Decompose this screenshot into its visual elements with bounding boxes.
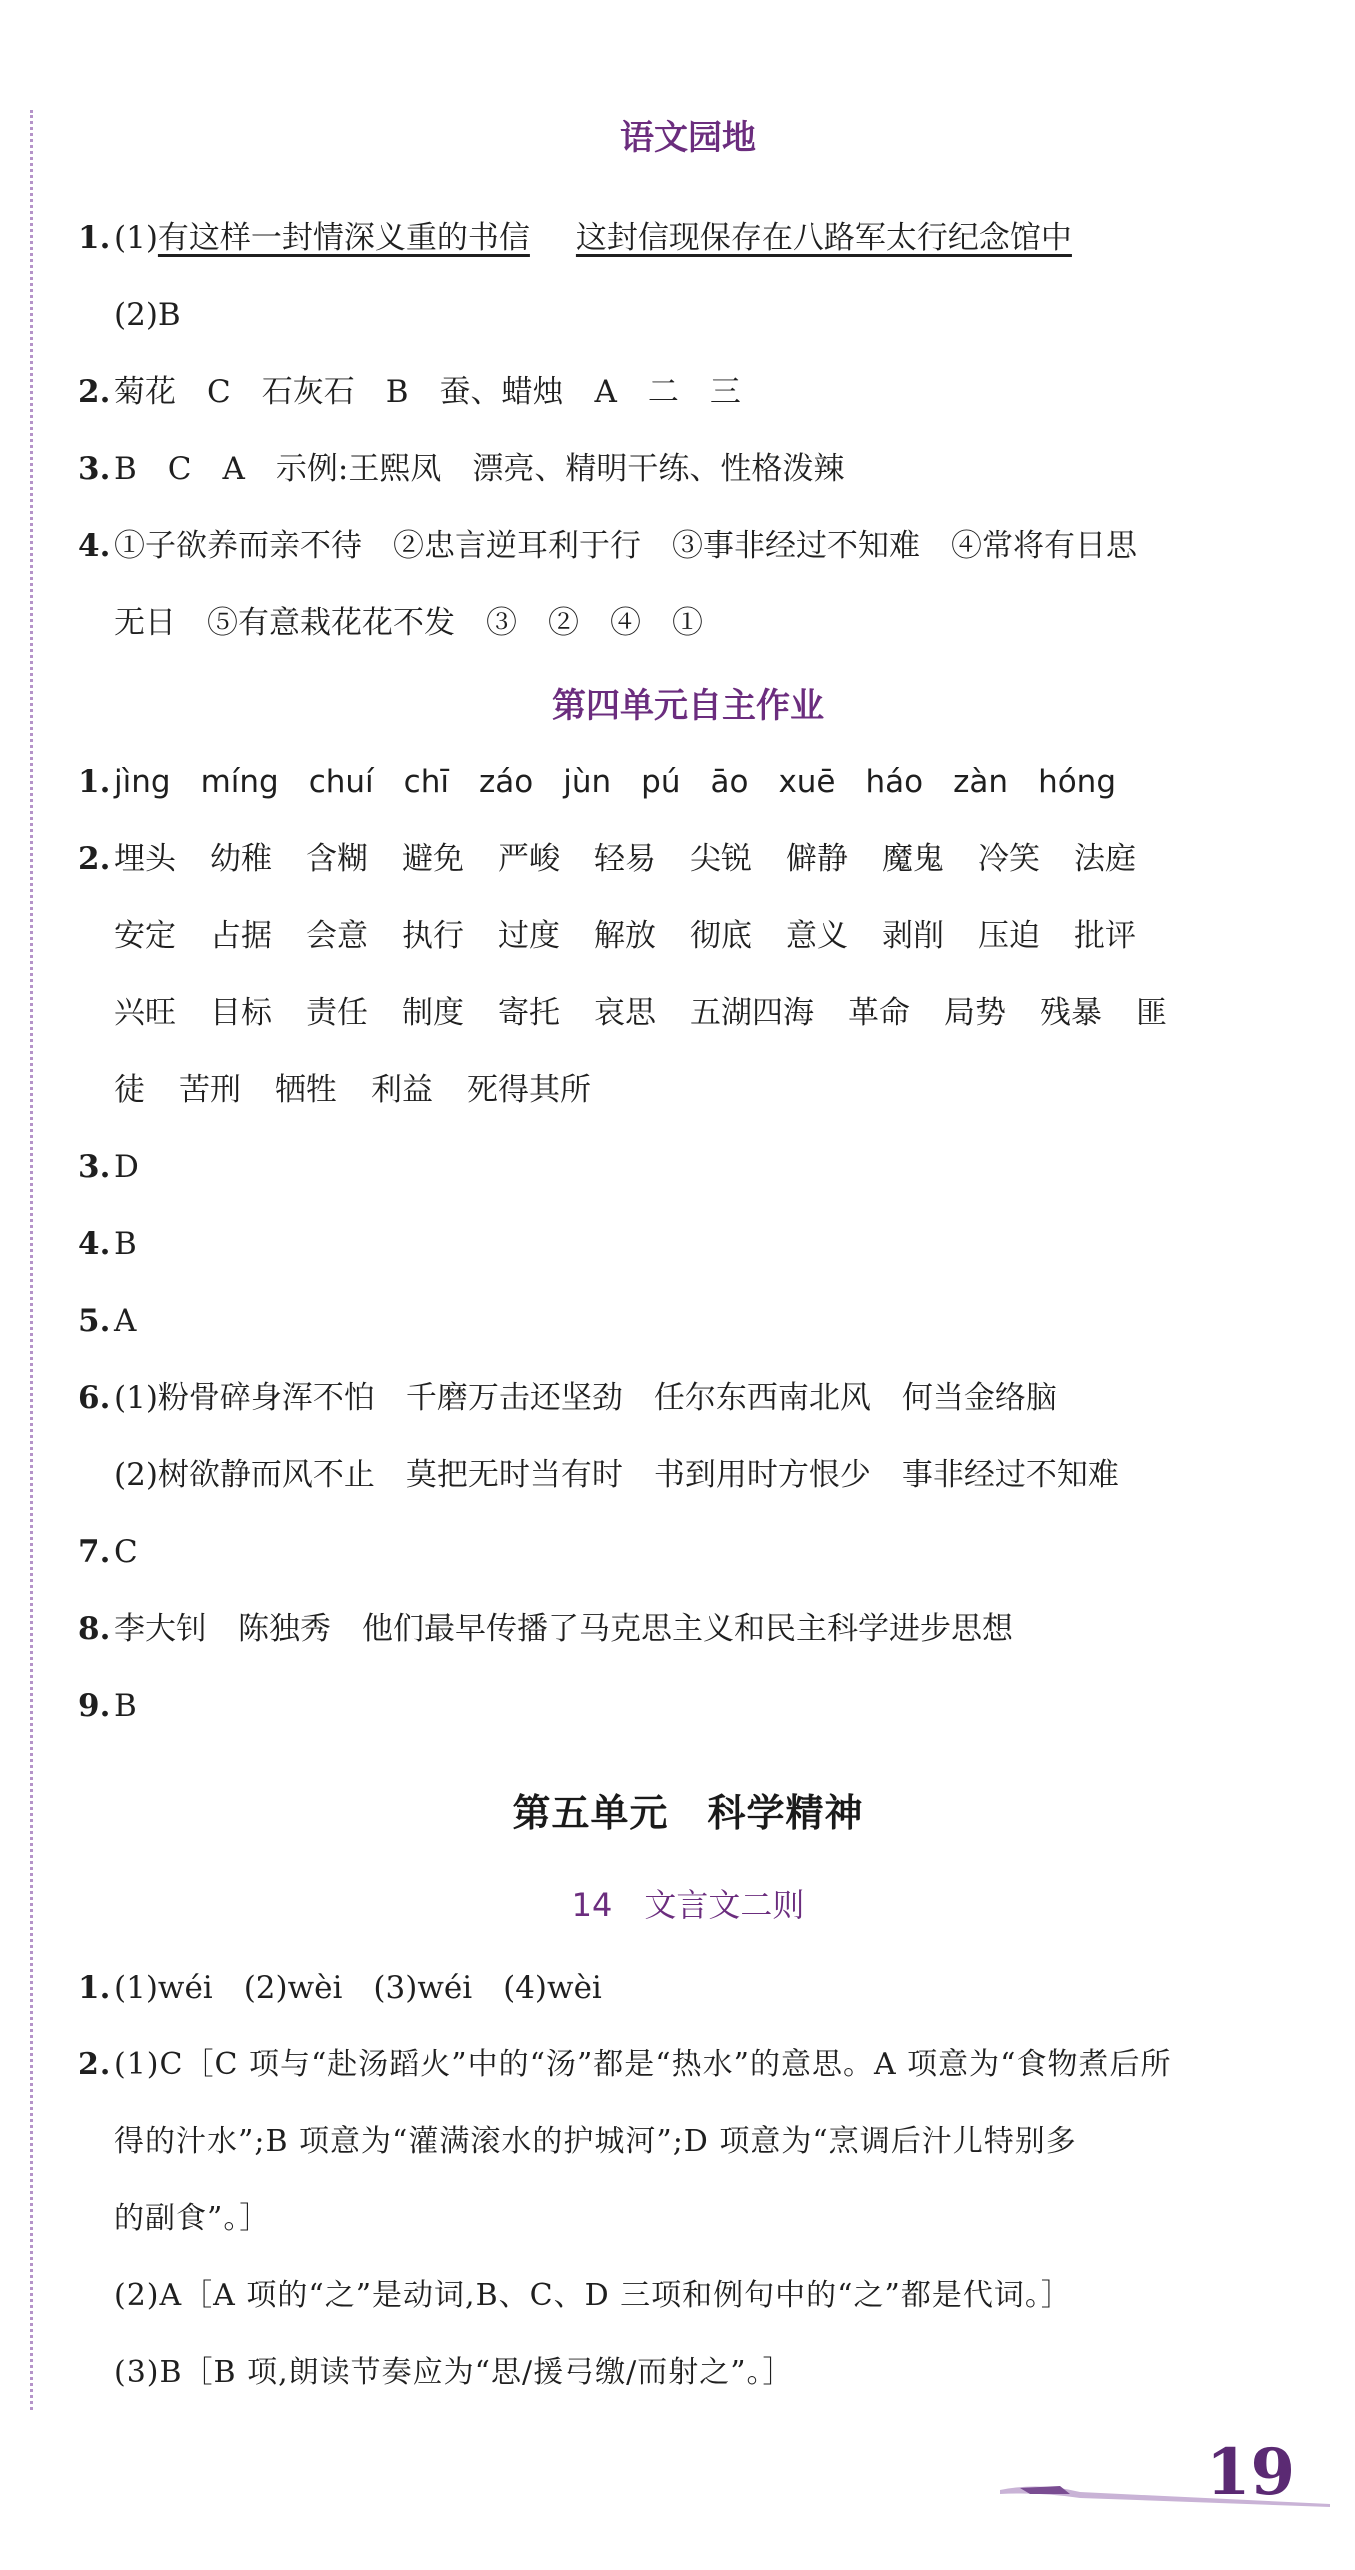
lesson14-q2: [78, 2045, 1172, 2085]
word-item: 意义: [786, 918, 848, 954]
question-number: 1.: [78, 220, 111, 256]
word-item: 尖锐: [690, 841, 752, 877]
word-item: 牺牲: [275, 1072, 337, 1108]
answer-text: 菊花 C 石灰石 B 蚕、蜡烛 A 二 三: [114, 374, 741, 410]
word-item: 冷笑: [978, 841, 1040, 877]
word-item: 僻静: [786, 841, 848, 877]
question-number: 4.: [78, 528, 111, 564]
word-item: 残暴: [1040, 995, 1102, 1031]
question-number: 3.: [78, 451, 111, 487]
pinyin-item: chuí: [308, 764, 374, 800]
unit4-q3: [78, 1147, 139, 1187]
unit4-q5: [78, 1301, 136, 1341]
word-item: 安定: [114, 918, 176, 954]
word-item: 过度: [498, 918, 560, 954]
lesson14-q2-3: (3)B［B 项,朗读节奏应为“思/援弓缴/而射之”。］: [114, 2355, 794, 2390]
word-item: 执行: [402, 918, 464, 954]
unit4-q2-line3: [114, 993, 1201, 1033]
word-item: 彻底: [690, 918, 752, 954]
yuwen-q1: [78, 218, 1072, 258]
word-item: 革命: [848, 995, 910, 1031]
answer-text: ①子欲养而亲不待 ②忠言逆耳利于行 ③事非经过不知难 ④常将有日思: [114, 528, 1137, 564]
unit4-q4: [78, 1224, 137, 1264]
answer-text: 李大钊 陈独秀 他们最早传播了马克思主义和民主科学进步思想: [114, 1611, 1013, 1647]
answer-text: B: [114, 1688, 137, 1724]
lesson14-q1: [78, 1968, 602, 2008]
pinyin-item: hóng: [1038, 764, 1117, 800]
unit4-q9: [78, 1686, 137, 1726]
word-item: 利益: [371, 1072, 433, 1108]
section-title-unit4: 第四单元自主作业: [552, 686, 824, 726]
word-item: 局势: [944, 995, 1006, 1031]
yuwen-q3: [78, 449, 844, 489]
question-number: 1.: [78, 1970, 111, 2006]
word-item: 徒: [114, 1072, 145, 1108]
pinyin-item: pú: [641, 764, 681, 800]
question-number: 7.: [78, 1534, 111, 1570]
word-item: 兴旺: [114, 995, 176, 1031]
pinyin-item: jìng: [114, 764, 171, 800]
pinyin-item: āo: [710, 764, 749, 800]
unit4-q6-line2: (2)树欲静而风不止 莫把无时当有时 书到用时方恨少 事非经过不知难: [114, 1457, 1119, 1493]
question-number: 3.: [78, 1149, 111, 1185]
answer-text: (1)wéi (2)wèi (3)wéi (4)wèi: [114, 1970, 602, 2006]
page-number: 19: [1205, 2435, 1295, 2510]
lesson14-title: 14 文言文二则: [571, 1886, 805, 1924]
word-item: 避免: [402, 841, 464, 877]
word-item: 目标: [210, 995, 272, 1031]
unit4-q8: [78, 1609, 1013, 1649]
word-item: 含糊: [306, 841, 368, 877]
answer-text: A: [114, 1303, 137, 1339]
answer-underlined-a: 有这样一封情深义重的书信: [157, 220, 530, 256]
word-item: 会意: [306, 918, 368, 954]
word-item: 匪: [1136, 995, 1167, 1031]
word-item: 严峻: [498, 841, 560, 877]
yuwen-q4: [78, 526, 1137, 566]
unit4-q2-line4: [114, 1070, 625, 1110]
word-item: 五湖四海: [690, 995, 814, 1031]
yuwen-q4-line2: 无日 ⑤有意栽花花不发 ③ ② ④ ①: [114, 605, 703, 641]
answer-text: (1)C［C 项与“赴汤蹈火”中的“汤”都是“热水”的意思。A 项意为“食物煮后所: [114, 2047, 1172, 2082]
question-number: 9.: [78, 1688, 111, 1724]
question-number: 8.: [78, 1611, 111, 1647]
unit4-q1: [78, 762, 1146, 802]
unit4-q2-line2: [114, 916, 1170, 956]
unit4-q2-line1: [78, 839, 1170, 879]
word-item: 占据: [210, 918, 272, 954]
pinyin-item: háo: [865, 764, 924, 800]
word-item: 法庭: [1074, 841, 1136, 877]
word-item: 批评: [1074, 918, 1136, 954]
lesson14-q2-line3: 的副食”。］: [114, 2201, 271, 2236]
answer-text: B: [114, 1226, 137, 1262]
pinyin-item: jùn: [563, 764, 612, 800]
word-item: 苦刑: [179, 1072, 241, 1108]
unit4-q7: [78, 1532, 138, 1572]
answer-text: B C A 示例:王熙凤 漂亮、精明干练、性格泼辣: [114, 451, 845, 487]
word-item: 责任: [306, 995, 368, 1031]
word-item: 轻易: [594, 841, 656, 877]
section-title-yuwen: 语文园地: [620, 118, 756, 158]
question-number: 4.: [78, 1226, 111, 1262]
word-item: 幼稚: [210, 841, 272, 877]
word-item: 埋头: [114, 841, 176, 877]
unit5-title: 第五单元 科学精神: [512, 1791, 864, 1835]
unit4-q6: [78, 1378, 1057, 1418]
yuwen-q2: [78, 372, 741, 412]
pinyin-item: zàn: [953, 764, 1009, 800]
pinyin-item: chī: [403, 764, 449, 800]
lesson14-q2-2: (2)A［A 项的“之”是动词,B、C、D 三项和例句中的“之”都是代词。］: [114, 2278, 1072, 2313]
word-item: 魔鬼: [882, 841, 944, 877]
question-number: 1.: [78, 764, 111, 800]
word-item: 寄托: [498, 995, 560, 1031]
word-item: 制度: [402, 995, 464, 1031]
answer-underlined-b: 这封信现保存在八路军太行纪念馆中: [575, 220, 1072, 256]
word-item: 解放: [594, 918, 656, 954]
question-number: 2.: [78, 2047, 112, 2082]
question-number: 5.: [78, 1303, 111, 1339]
word-item: 剥削: [882, 918, 944, 954]
question-number: 2.: [78, 841, 111, 877]
pinyin-item: xuē: [778, 764, 836, 800]
answer-text: C: [114, 1534, 138, 1570]
answer-text: D: [114, 1149, 139, 1185]
question-number: 2.: [78, 374, 111, 410]
margin-dotted-line: [30, 110, 33, 2410]
word-item: 压迫: [978, 918, 1040, 954]
word-item: 哀思: [594, 995, 656, 1031]
pinyin-item: míng: [200, 764, 279, 800]
question-number: 6.: [78, 1380, 111, 1416]
lesson14-q2-line2: 得的汁水”;B 项意为“灌满滚水的护城河”;D 项意为“烹调后汁儿特别多: [114, 2124, 1077, 2159]
yuwen-q1-2: (2)B: [114, 297, 181, 333]
pinyin-item: záo: [478, 764, 534, 800]
word-item: 死得其所: [467, 1072, 591, 1108]
sub-label: (1): [114, 220, 158, 256]
answer-text: (1)粉骨碎身浑不怕 千磨万击还坚劲 任尔东西南北风 何当金络脑: [114, 1380, 1057, 1416]
